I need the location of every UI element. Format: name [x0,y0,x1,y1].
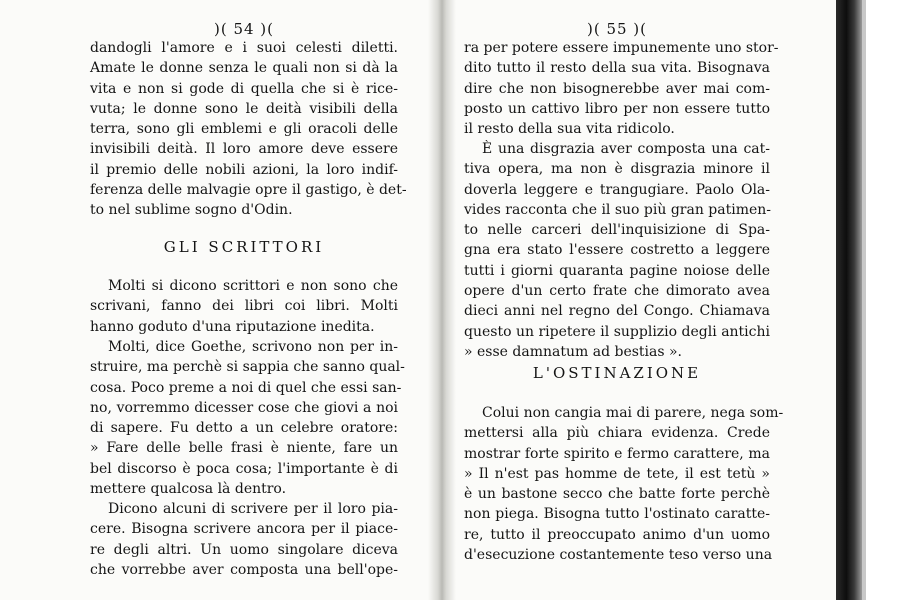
text-line: il resto della sua vita ridicolo. [464,121,675,138]
left-paragraph-2 [90,276,398,337]
text-line: posto un cattivo libro per non essere tutto [464,100,770,117]
text-line: questo un ripetere il supplizio degli antichi [464,323,770,340]
text-line: to nel sublime sogno d'Odin. [90,202,293,219]
left-paragraph-3 [90,337,405,499]
section-heading-scrittori: GLI SCRITTORI [163,238,325,256]
text-line: re, tutto il preoccupato animo d'un uomo [464,526,770,543]
text-line: di sapere. Fu detto a un celebre oratore: [90,420,398,437]
left-paragraph-4 [90,499,398,580]
text-line: hanno goduto d'una riputazione inedita. [90,318,375,335]
book-spine [836,0,862,600]
text-line: che vorrebbe aver composta una bell'ope- [90,561,398,578]
text-line: Dicono alcuni di scrivere per il loro pia- [108,501,398,517]
right-paragraph-1 [464,38,779,139]
book-gutter [428,0,456,600]
text-line: doverla leggere e trangugiare. Paolo Ola- [464,181,770,198]
text-line: cosa. Poco preme a noi di quel che essi san- [90,379,402,396]
text-line: dito tutto il resto della sua vita. Bisognava [464,60,770,77]
text-line: Amate le donne senza le quali non si dà la [90,60,398,77]
right-page-number: )( 55 )( [586,20,648,38]
text-line: terra, sono gli emblemi e gli oracoli delle [90,121,398,138]
text-line: mettersi alla più chiara evidenza. Crede [464,425,770,442]
text-line: struire, ma perchè si sappia che sanno qual- [90,359,405,376]
text-line: è un bastone secco che batte forte perchè [464,486,770,503]
text-line: » Fare delle belle frasi è niente, fare un [90,440,398,457]
text-line: opere d'un certo frate che dimorato avea [464,283,770,300]
book-spine-edge [862,0,866,600]
section-heading-ostinazione: L'OSTINAZIONE [532,364,702,382]
text-line: cere. Bisogna scrivere ancora per il piace- [90,521,398,538]
text-line: gna era stato l'essere costretto a leggere [464,242,770,259]
text-line: Molti si dicono scrittori e non sono che [108,278,398,294]
text-line: » Il n'est pas homme de tete, il est tetù » [464,465,770,482]
text-line: invisibili deità. Il loro amore deve essere [90,141,398,158]
text-line: il premio delle nobili azioni, la loro indif- [90,161,398,178]
text-line: non piega. Bisogna tutto l'ostinato carattе- [464,506,770,523]
text-line: re degli altri. Un uomo singolare diceva [90,541,398,558]
text-line: no, vorremmo dicesser cose che giovi a noi [90,399,398,416]
text-line: È una disgrazia aver composta una cat- [482,141,770,157]
text-line: mostrar forte spirito e fermo carattere, ma [464,445,770,462]
right-paragraph-3 [464,403,784,565]
text-line: dire che non bisognerebbe aver mai com- [464,80,770,97]
text-line: dieci anni nel regno del Congo. Chiamava [464,303,770,320]
text-line: d'esecuzione costantemente teso verso una [464,547,773,564]
left-paragraph-1 [90,38,407,221]
text-line: Molti, dice Goethe, scrivono non per in- [108,339,398,355]
text-line: vita e non si gode di quella che si è rice- [90,80,398,97]
text-line: ra per potere essere impunemente uno stor- [464,40,779,56]
text-line: tiva opera, ma non è disgrazia minore il [464,161,770,178]
text-line: to nelle carceri dell'inquisizione di Spa- [464,222,770,239]
text-line: scrivani, fanno dei libri coi libri. Molti [90,298,398,315]
left-page-number: )( 54 )( [213,20,275,38]
text-line: bel discorso è poca cosa; l'importante è di [90,460,398,477]
text-line: vides racconta che il suo più gran patimen- [464,201,772,218]
text-line: vuta; le donne sono le deità visibili della [90,100,398,117]
text-line: ferenza delle malvagie opre il gastigo, è det- [90,182,407,199]
text-line: Colui non cangia mai di parere, nega som- [482,405,784,421]
text-line: » esse damnatum ad bestias ». [464,343,683,360]
text-line: mettere qualcosa là dentro. [90,481,287,498]
right-paragraph-2 [464,139,770,362]
text-line: dandogli l'amore e i suoi celesti diletti. [90,40,398,56]
text-line: tutti i giorni quaranta pagine noiose delle [464,262,770,279]
